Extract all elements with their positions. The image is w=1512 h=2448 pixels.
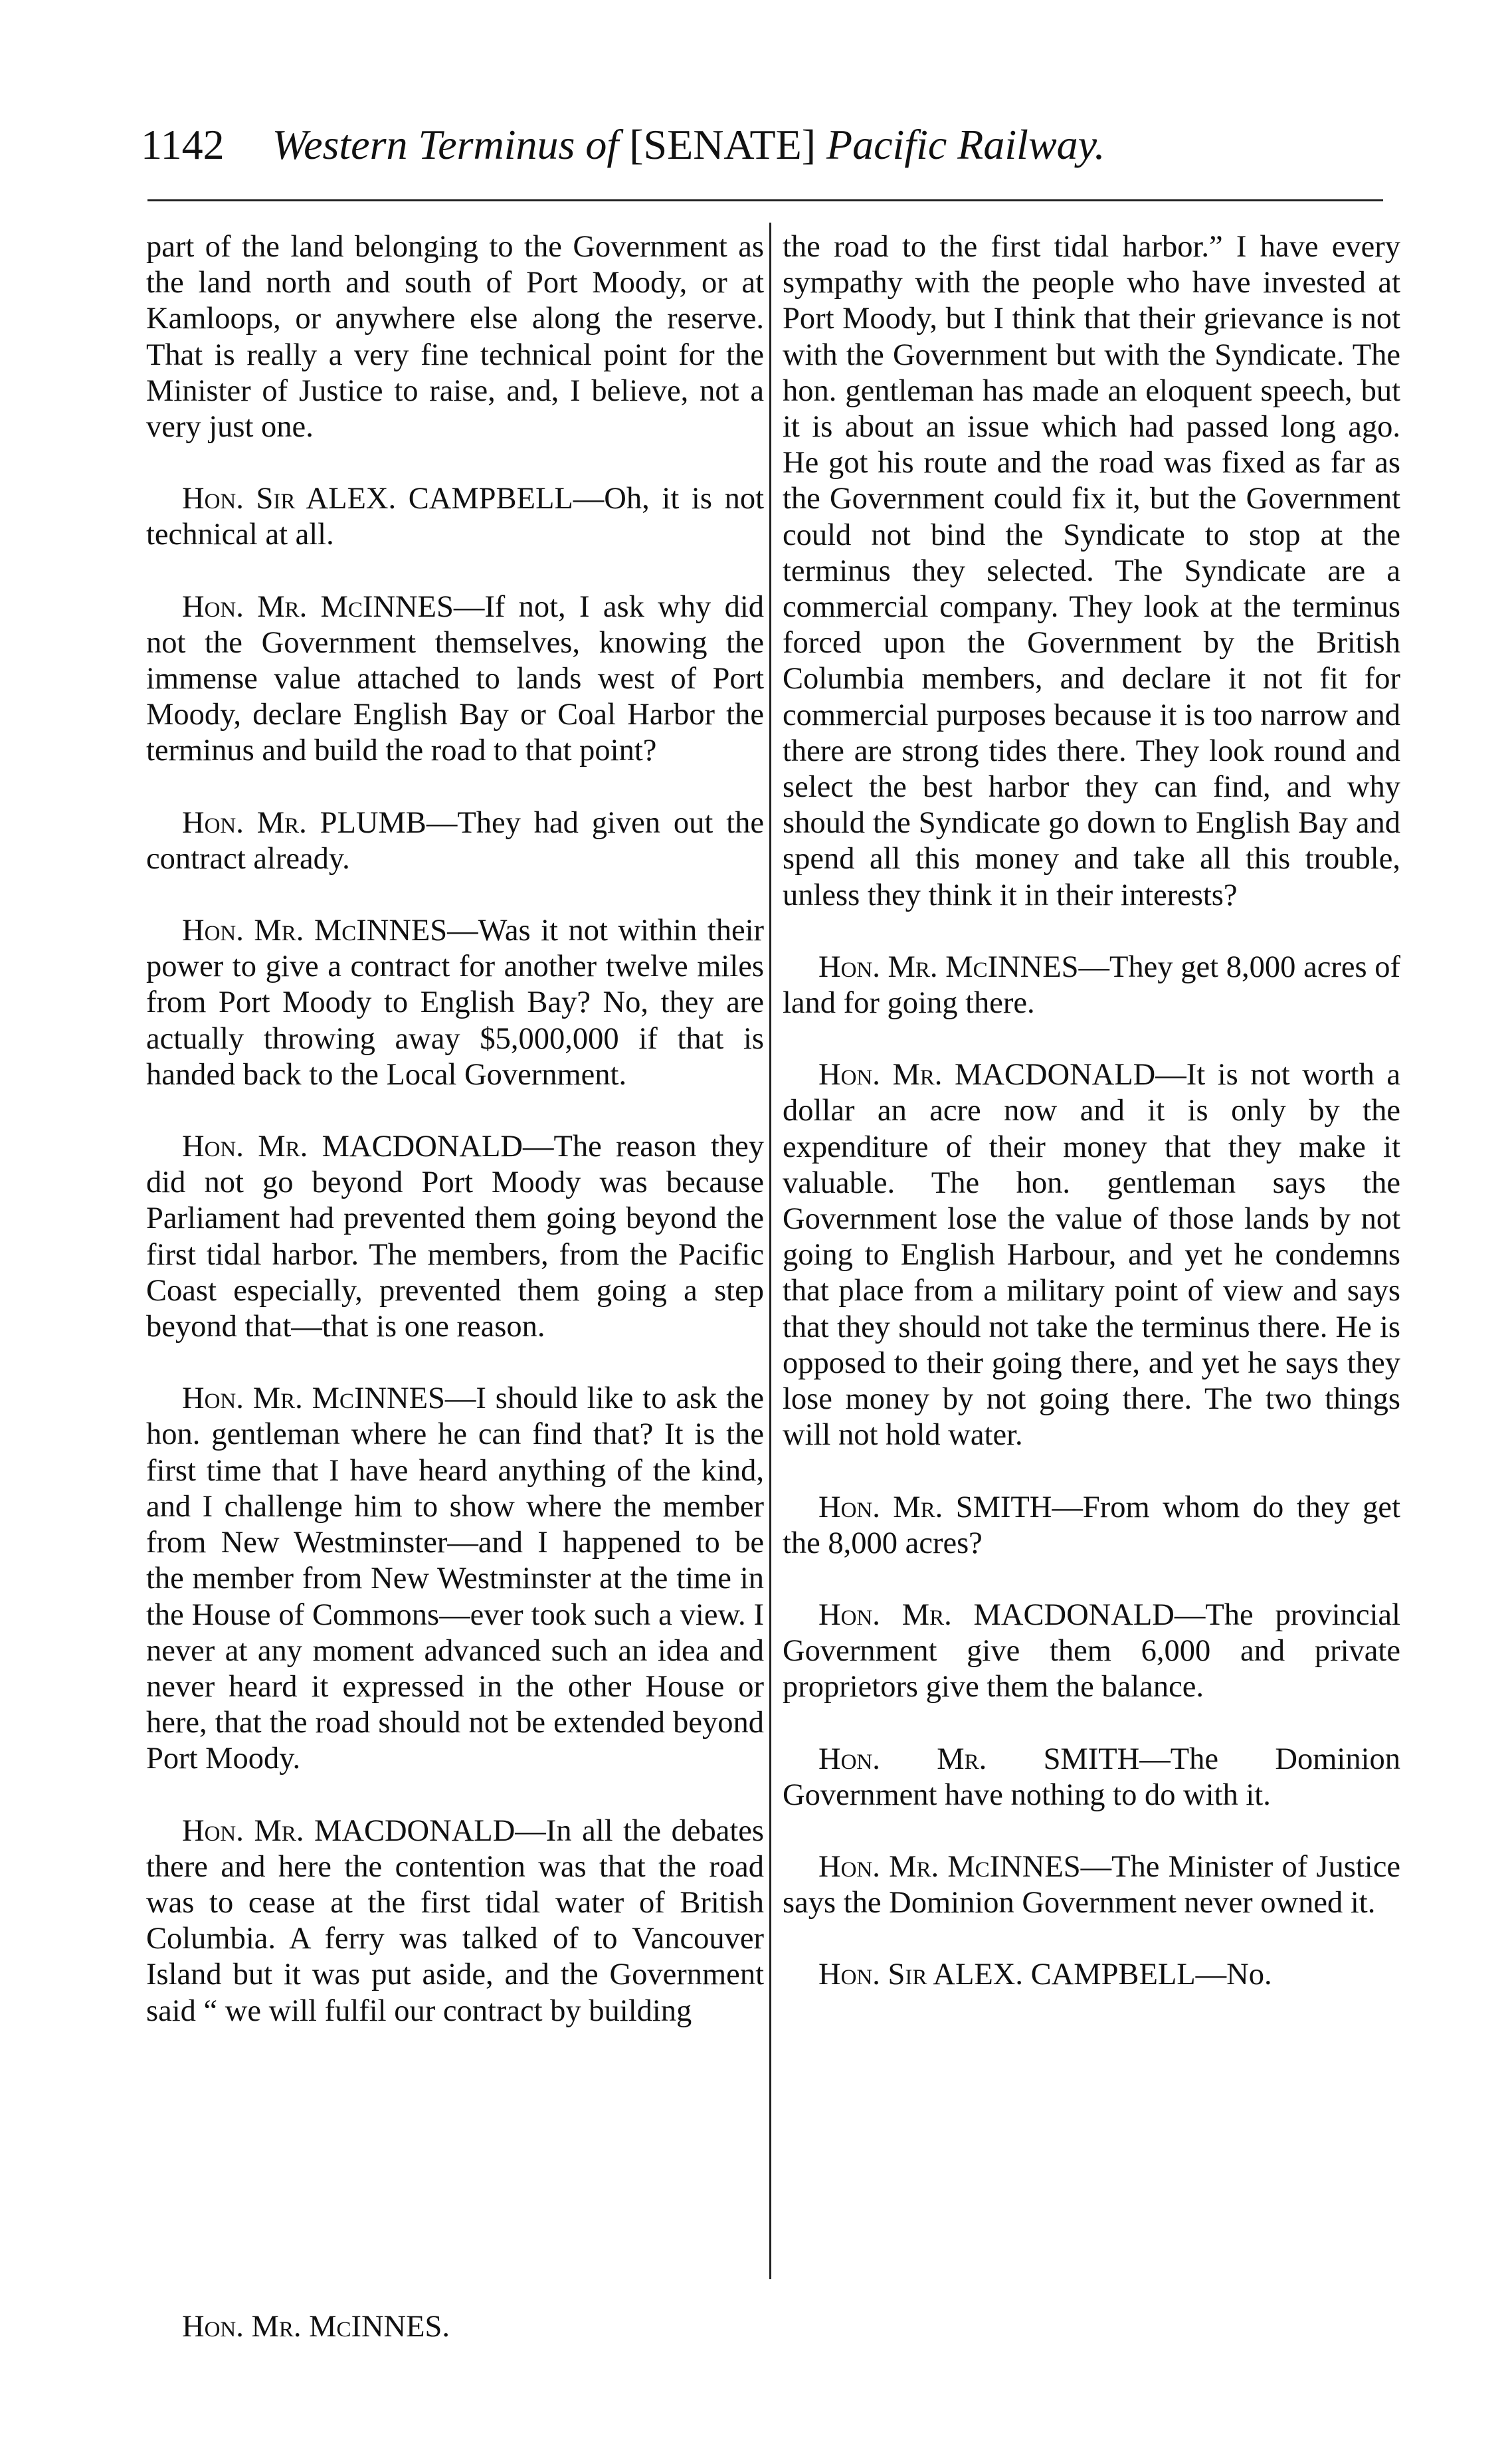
paragraph xyxy=(146,229,764,445)
speaker-name: Hon. Mr. McINNES xyxy=(182,1381,445,1416)
paragraph xyxy=(783,1057,1400,1453)
column-divider xyxy=(769,223,771,2279)
speaker-name: Hon. Mr. McINNES xyxy=(818,1849,1081,1884)
paragraph xyxy=(783,1597,1400,1706)
header-title-right: Pacific Railway. xyxy=(826,121,1105,168)
paragraph-text: —No. xyxy=(1195,1958,1272,1992)
paragraph xyxy=(146,1381,764,1777)
paragraph-text: —It is not worth a dollar an acre now and it is only by the expenditure of their money that they make it valuable. The hon. gentleman says the Government lose the value of those lands by not going to English Harbour, and yet he condemns that place from a military point of view and says that they should not take the terminus there. He is opposed to their going there, and yet he says they lose money by not going there. The two things will not hold water. xyxy=(783,1058,1400,1453)
paragraph-text: —The Minister of Justice says the Dominion Government never owned it. xyxy=(783,1849,1400,1920)
paragraph xyxy=(146,805,764,877)
speaker-name: Hon. Mr. McINNES xyxy=(182,914,448,948)
paragraph-text: —In all the debates there and here the contention was that the road was to cease at the first tidal water of British Columbia. A ferry was talked of to Vancouver Island but it was put aside, and the Government said “ we will fulfil our contract by building xyxy=(146,1813,764,2028)
paragraph-text: —They had given out the contract already. xyxy=(146,805,765,876)
header-rule xyxy=(147,199,1383,201)
footer-speaker: Hon. Mr. McINNES. xyxy=(182,2310,450,2344)
paragraph-text: —I should like to ask the hon. gentleman where he can find that? It is the first time that I have heard anything of the kind, and I challenge him to show where the member from New Westminster—and I happened to be the member from New Westminster at the time in the House of Commons—ever took such a view. I never at any moment advanced such an idea and never heard it expressed in the other House or here, that the road should not be extended beyond Port Moody. xyxy=(146,1381,764,1776)
paragraph xyxy=(783,950,1400,1021)
speaker-name: Hon. Mr. MACDONALD xyxy=(182,1813,516,1848)
paragraph xyxy=(783,1849,1400,1921)
speaker-name: Hon. Mr. McINNES xyxy=(182,589,454,624)
running-header xyxy=(141,112,1403,178)
paragraph-text: —The reason they did not go beyond Port Moody was because Parliament had prevented them going beyond the first tidal harbor. The members, from the Pacific Coast especially, prevented them going a step beyond that—that is one reason. xyxy=(146,1130,764,1344)
right-column xyxy=(783,229,1400,1993)
header-chamber: [SENATE] xyxy=(629,121,816,168)
speaker-name: Hon. Mr. MACDONALD xyxy=(818,1058,1156,1092)
paragraph xyxy=(783,229,1400,914)
speaker-name: Hon. Mr. SMITH xyxy=(818,1490,1052,1524)
speaker-name: Hon. Sir ALEX. CAMPBELL xyxy=(182,482,573,516)
paragraph-text: —Was it not within their power to give a contract for another twelve miles from Port Moody to English Bay? No, they are actually throwing away $5,000,000 if that is handed back to the Local Government. xyxy=(146,914,764,1092)
speaker-name: Hon. Mr. PLUMB xyxy=(182,805,426,840)
paragraph-text: —Oh, it is not technical at all. xyxy=(146,482,764,552)
speaker-name: Hon. Mr. McINNES xyxy=(818,950,1079,984)
header-title-left: Western Terminus of xyxy=(272,121,619,168)
paragraph-text: —From whom do they get the 8,000 acres? xyxy=(783,1490,1400,1560)
speaker-name: Hon. Sir ALEX. CAMPBELL xyxy=(818,1958,1196,1992)
paragraph-text: —The provincial Government give them 6,000 and private proprietors give them the balance. xyxy=(783,1597,1400,1704)
paragraph xyxy=(783,1742,1400,1813)
paragraph xyxy=(146,589,764,769)
speaker-name: Hon. Mr. SMITH xyxy=(818,1742,1140,1776)
paragraph-text: part of the land belonging to the Government as the land north and south of Port Moody, or at Kamloops, or anywhere else along the reserve. That is really a very fine technical point for the Minister of Justice to raise, and, I believe, not a very just one. xyxy=(146,230,764,445)
paragraph-text: the road to the first tidal harbor.” I have every sympathy with the people who have invested at Port Moody, but I think that their grievance is not with the Government but with the Syndicate. The hon. gentleman has made an eloquent speech, but it is about an issue which had passed long ago. He got his route and the road was fixed as far as the Government could fix it, but the Government could not bind the Syndicate to stop at the terminus they selected. The Syndicate are a commercial company. They look at the terminus forced upon the Government by the British Columbia members, and declare it not fit for commercial purposes because it is too narrow and there are strong tides there. They look round and select the best harbor they can find, and why should the Syndicate go down to English Bay and spend all this money and take all this trouble, unless they think it in their interests? xyxy=(783,230,1400,912)
paragraph xyxy=(146,1129,764,1345)
page-number: 1142 xyxy=(141,121,225,168)
paragraph xyxy=(783,1957,1400,1993)
paragraph xyxy=(146,1813,764,2029)
speaker-name: Hon. Mr. MACDONALD xyxy=(818,1597,1175,1632)
speaker-name: Hon. Mr. MACDONALD xyxy=(182,1130,523,1164)
left-column xyxy=(146,229,764,2029)
paragraph-text: —The Dominion Government have nothing to do with it. xyxy=(783,1742,1400,1812)
paragraph xyxy=(783,1490,1400,1562)
paragraph-text: —They get 8,000 acres of land for going there. xyxy=(783,950,1400,1021)
paragraph-text: —If not, I ask why did not the Government themselves, knowing the immense value attached to lands west of Port Moody, declare English Bay or Coal Harbor the terminus and build the road to that point? xyxy=(146,589,765,768)
paragraph xyxy=(146,481,764,553)
paragraph xyxy=(146,913,764,1093)
